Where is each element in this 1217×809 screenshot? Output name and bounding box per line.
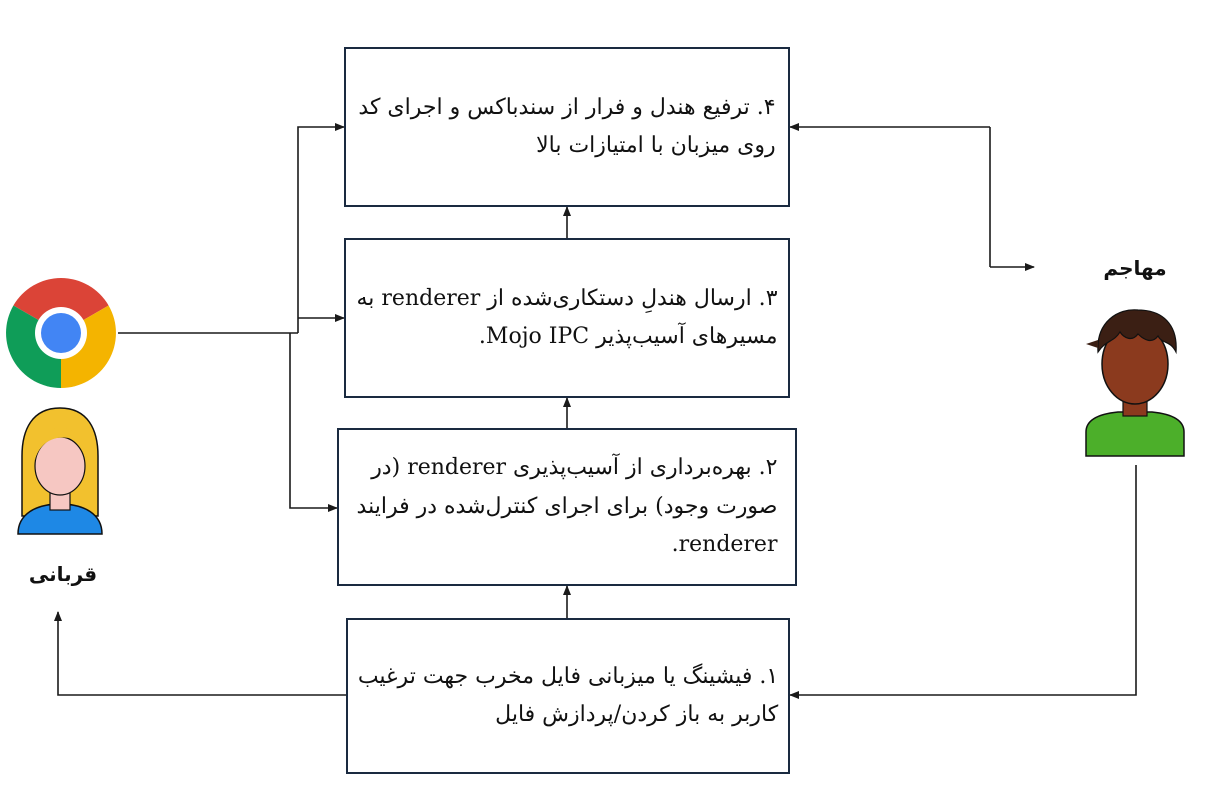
step-3-text [332, 280, 801, 357]
step-1-box [346, 618, 790, 774]
step-4-text [334, 89, 799, 166]
step-1-line-2: کاربر به باز کردن/پردازش فایل [495, 702, 779, 727]
step-4-line-1: ۴. ترفیع هندل و فرار از سندباکس و اجرای کد [358, 94, 776, 120]
attacker-label: مهاجم [1103, 256, 1167, 280]
step-2-box [337, 428, 797, 586]
step-1-line-1: ۱. فیشینگ یا میزبانی فایل مخرب جهت ترغیب [357, 663, 779, 689]
step-4-line-2: روی میزبان با امتیازات بالا [536, 133, 776, 158]
step-2-line-2: صورت وجود) برای اجرای کنترل‌شده در فرایند [356, 493, 778, 519]
step-2-line-1: ۲. بهره‌برداری از آسیب‌پذیری renderer (در [371, 455, 778, 481]
victim-avatar-icon [10, 404, 110, 536]
step-3-line-1: ۳. ارسال هندلِ دستکاری‌شده از renderer به [356, 285, 778, 311]
arrow-browser-to-step2 [290, 333, 337, 508]
step-1-text [334, 658, 802, 735]
attacker-avatar-icon [1082, 300, 1188, 460]
chrome-logo-icon [4, 278, 118, 388]
victim-label: قربانی [28, 562, 98, 586]
step-4-box [344, 47, 790, 207]
step-2-line-3: renderer. [671, 532, 778, 558]
step-3-line-2: مسیرهای آسیب‌پذیر Mojo IPC. [478, 324, 778, 349]
arrow-attacker-to-step1 [790, 465, 1136, 695]
step-3-box [344, 238, 790, 398]
step-2-text [333, 449, 802, 565]
arrow-step1-to-victim [58, 612, 346, 695]
